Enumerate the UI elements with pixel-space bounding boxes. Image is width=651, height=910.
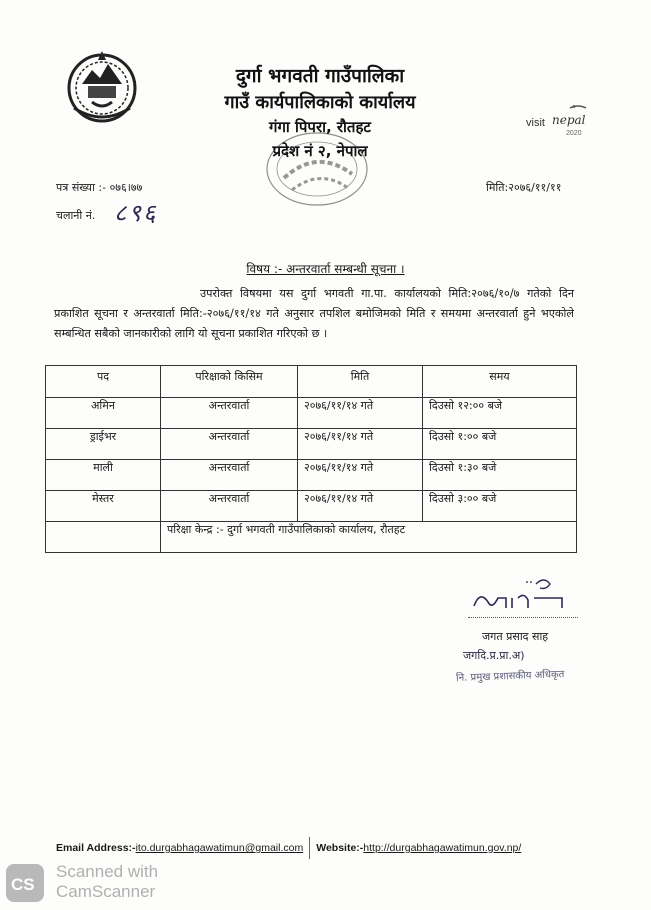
camscanner-logo-icon [6, 864, 44, 902]
cell-time: दिउसो १:०० बजे [423, 429, 577, 460]
table-row [46, 460, 577, 491]
province-line: प्रदेश नं २, नेपाल [272, 142, 368, 160]
dispatch-number-label: चलानी नं. [56, 209, 96, 222]
handwritten-signature [462, 576, 582, 620]
cell-time: दिउसो ३:०० बजे [423, 491, 577, 522]
signatory-seal-text: नि. प्रमुख प्रशासकीय अधिकृत [455, 669, 565, 684]
cell-time: दिउसो १२:०० बजे [423, 398, 577, 429]
government-emblem-icon [66, 48, 138, 124]
table-row [46, 491, 577, 522]
interview-schedule-table [45, 365, 577, 553]
body-text: उपरोक्त विषयमा यस दुर्गा भगवती गा.पा. कार्यालयको मिति:२०७६/१०/७ गतेको दिन प्रकाशित सूचना र अन्तरवार्ता मिति:-२०७६/११/१४ गते अनुसार तपशिल बमोजिमको मिति र समयमा अन्तरवार्ता हुने भएकोले सम्बन्धित सबैको जानकारीको लागि यो सूचना प्रकाशित गरिएको छ । [54, 287, 574, 340]
website-label: Website:- [316, 841, 364, 854]
cell-post: ड्राईभर [46, 429, 161, 460]
letter-date: मिति:२०७६/११/११ [486, 181, 562, 194]
notice-body [54, 284, 574, 344]
cell-date: २०७६/११/१४ गते [298, 429, 423, 460]
column-header-date: मिति [298, 366, 423, 398]
table-row-exam-center [46, 522, 577, 553]
svg-text:CS: CS [11, 875, 35, 894]
cell-exam-type: अन्तरवार्ता [161, 429, 298, 460]
table-row [46, 398, 577, 429]
svg-text:nepal: nepal [552, 113, 586, 127]
svg-text:visit: visit [526, 117, 545, 129]
cell-post: मेस्तर [46, 491, 161, 522]
cell-time: दिउसो १:३० बजे [423, 460, 577, 491]
dispatch-number-handwritten: ८९६ [114, 199, 158, 227]
cell-exam-type: अन्तरवार्ता [161, 398, 298, 429]
cell-post: माली [46, 460, 161, 491]
email-label: Email Address:- [56, 841, 136, 854]
office-address: गंगा पिपरा, रौतहट [269, 118, 371, 136]
signatory-title: जगदि.प्र.प्रा.अ) [463, 649, 525, 662]
cell-date: २०७६/११/१४ गते [298, 491, 423, 522]
column-header-post: पद [46, 366, 161, 398]
cell-date: २०७६/११/१४ गते [298, 460, 423, 491]
website-link[interactable]: http://durgabhagawatimun.gov.np/ [363, 841, 522, 854]
exam-center-text: परिक्षा केन्द्र :- दुर्गा भगवती गाउँपालिकाको कार्यालय, रौतहट [161, 522, 577, 553]
table-row [46, 429, 577, 460]
watermark-line1: Scanned with [56, 862, 159, 881]
svg-text:2020: 2020 [566, 130, 582, 137]
column-header-time: समय [423, 366, 577, 398]
cell-empty [46, 522, 161, 553]
signatory-name: जगत प्रसाद साह [482, 630, 549, 643]
watermark-line2: CamScanner [56, 882, 156, 901]
cell-date: २०७६/११/१४ गते [298, 398, 423, 429]
letter-reference-number: पत्र संख्या :- ०७६।७७ [56, 181, 143, 194]
subject-text: विषय :- अन्तरवार्ता सम्बन्धी सूचना । [246, 262, 405, 276]
table-header-row [46, 366, 577, 398]
column-header-exam-type: परिक्षाको किसिम [161, 366, 298, 398]
cell-post: अमिन [46, 398, 161, 429]
visit-nepal-logo [526, 104, 598, 138]
notice-subject [0, 260, 651, 277]
footer-contact [56, 837, 521, 859]
signature-line [468, 617, 578, 618]
cell-exam-type: अन्तरवार्ता [161, 460, 298, 491]
footer-divider [309, 837, 310, 859]
email-link[interactable]: ito.durgabhagawatimun@gmail.com [135, 841, 304, 854]
cell-exam-type: अन्तरवार्ता [161, 491, 298, 522]
office-name: गाउँ कार्यपालिकाको कार्यालय [224, 92, 416, 113]
municipality-name: दुर्गा भगवती गाउँपालिका [235, 65, 405, 87]
camscanner-watermark [56, 862, 158, 902]
office-stamp [262, 128, 372, 210]
